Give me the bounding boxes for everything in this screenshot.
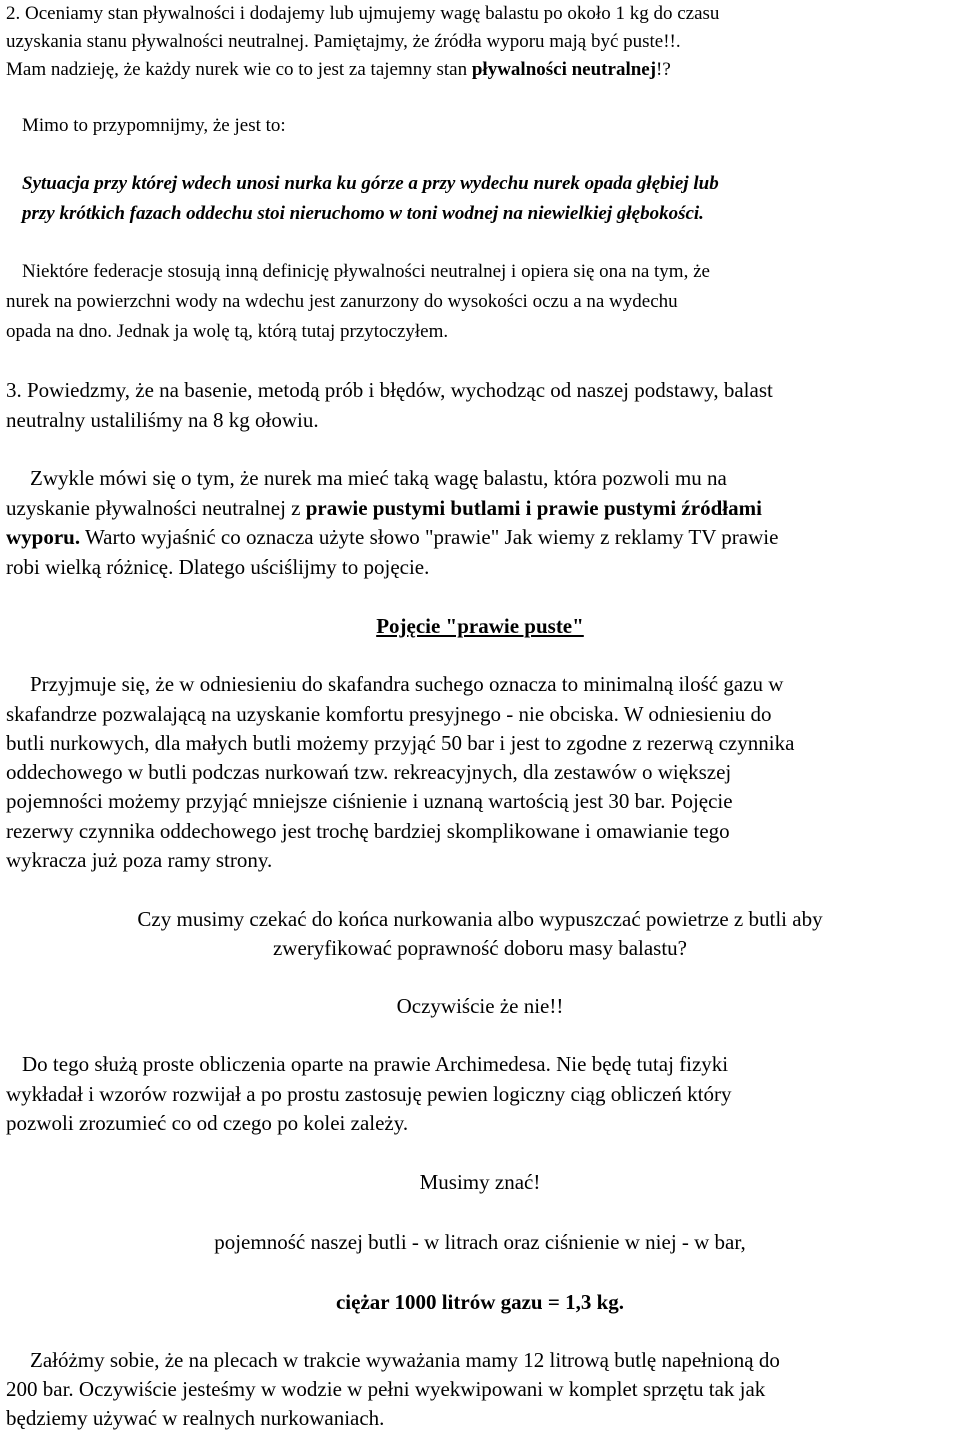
federations-line-2: nurek na powierzchni wody na wdechu jest zanurzony do wysokości oczu a na wydechu: [6, 291, 678, 312]
usually-line-3: [6, 527, 778, 548]
federations-line-1: Niektóre federacje stosują inną definicję pływalności neutralnej i opiera się ona na tym, że: [22, 261, 710, 282]
definition-line-2: przy krótkich fazach oddechu stoi nieruchomo w toni wodnej na niewielkiej głębokości.: [22, 203, 704, 224]
usually-line-3-bold: wyporu.: [6, 525, 81, 549]
p3-line-2: neutralny ustaliliśmy na 8 kg ołowiu.: [6, 408, 319, 432]
federations-line-3: opada na dno. Jednak ja wolę tą, którą tutaj przytoczyłem.: [6, 321, 449, 342]
usually-line-2: [6, 498, 762, 519]
explanation-line-7: wykracza już poza ramy strony.: [6, 848, 273, 872]
archimedes-line-3: pozwoli zrozumieć co od czego po kolei zależy.: [6, 1111, 409, 1135]
usually-line-1: Zwykle mówi się o tym, że nurek ma mieć taką wagę balastu, która pozwoli mu na: [30, 466, 727, 490]
p1-line-3-end: !?: [656, 59, 671, 80]
usually-line-3-end: Warto wyjaśnić co oznacza użyte słowo "prawie" Jak wiemy z reklamy TV prawie: [80, 525, 779, 549]
explanation-line-1: Przyjmuje się, że w odniesieniu do skafandra suchego oznacza to minimalną ilość gazu w: [30, 672, 784, 696]
question-line-1: Czy musimy czekać do końca nurkowania albo wypuszczać powietrze z butli aby: [137, 907, 823, 931]
explanation-line-4: oddechowego w butli podczas nurkowań tzw. rekreacyjnych, dla zestawów o większej: [6, 760, 732, 784]
p1-line-2: uzyskania stanu pływalności neutralnej. Pamiętajmy, że źródła wyporu mają być puste!!.: [6, 31, 681, 52]
p1-line-3-bold: pływalności neutralnej: [471, 59, 657, 80]
explanation-line-6: rezerwy czynnika oddechowego jest trochę bardziej skomplikowane i omawianie tego: [6, 819, 730, 843]
weight-text: ciężar 1000 litrów gazu = 1,3 kg.: [335, 1290, 625, 1314]
definition-line-1: Sytuacja przy której wdech unosi nurka ku górze a przy wydechu nurek opada głębiej lub: [22, 173, 719, 194]
answer-text: Oczywiście że nie!!: [396, 994, 564, 1018]
usually-line-2-bold: prawie pustymi butlami i prawie pustymi źródłami: [305, 496, 762, 520]
reminder-text: Mimo to przypomnijmy, że jest to:: [22, 115, 286, 136]
question-line-2: zweryfikować poprawność doboru masy balastu?: [272, 936, 688, 960]
assume-line-2: 200 bar. Oczywiście jesteśmy w wodzie w pełni wyekwipowani w komplet sprzętu tak jak: [6, 1377, 766, 1401]
assume-line-3: będziemy używać w realnych nurkowaniach.: [6, 1406, 385, 1430]
archimedes-line-1: Do tego służą proste obliczenia oparte na prawie Archimedesa. Nie będę tutaj fizyki: [22, 1052, 729, 1076]
capacity-text: pojemność naszej butli - w litrach oraz ciśnienie w niej - w bar,: [214, 1230, 746, 1254]
must-know-text: Musimy znać!: [419, 1170, 541, 1194]
section-heading: Pojęcie "prawie puste": [376, 614, 584, 638]
p1-line-3-start: Mam nadzieję, że każdy nurek wie co to jest za tajemny stan: [6, 59, 472, 80]
explanation-line-2: skafandrze pozwalającą na uzyskanie komfortu presyjnego - nie obciska. W odniesieniu do: [6, 702, 772, 726]
usually-line-2-start: uzyskanie pływalności neutralnej z: [6, 496, 306, 520]
p1-line-3: [6, 60, 671, 79]
assume-line-1: Załóżmy sobie, że na plecach w trakcie wyważania mamy 12 litrową butlę napełnioną do: [30, 1348, 780, 1372]
p1-line-1: 2. Oceniamy stan pływalności i dodajemy lub ujmujemy wagę balastu po około 1 kg do czasu: [6, 3, 720, 24]
explanation-line-5: pojemności możemy przyjąć mniejsze ciśnienie i uznaną wartością jest 30 bar. Pojęcie: [6, 789, 733, 813]
explanation-line-3: butli nurkowych, dla małych butli możemy przyjąć 50 bar i jest to zgodne z rezerwą czynnika: [6, 731, 795, 755]
usually-line-4: robi wielką różnicę. Dlatego uściślijmy to pojęcie.: [6, 555, 430, 579]
p3-line-1: 3. Powiedzmy, że na basenie, metodą prób i błędów, wychodząc od naszej podstawy, balast: [6, 378, 773, 402]
archimedes-line-2: wykładał i wzorów rozwijał a po prostu zastosuję pewien logiczny ciąg obliczeń który: [6, 1082, 732, 1106]
